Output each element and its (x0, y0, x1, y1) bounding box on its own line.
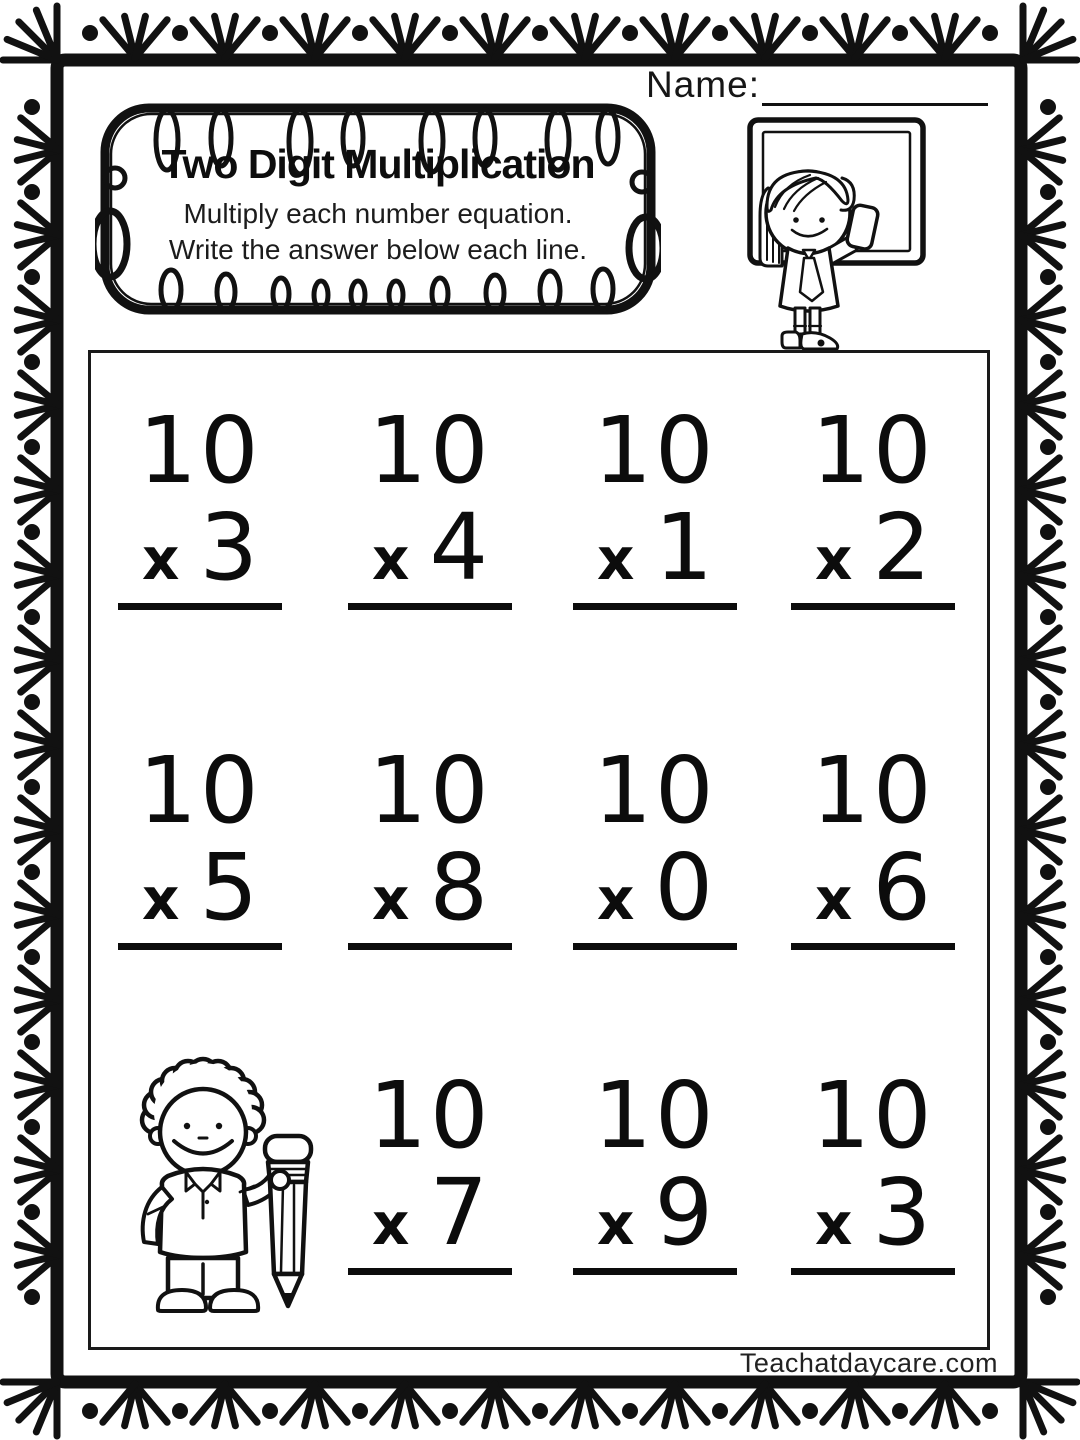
answer-space (758, 950, 988, 1010)
multiplicand: 10 (368, 1062, 492, 1169)
multiplier: 0 (654, 834, 713, 941)
multiplier: 8 (429, 834, 488, 941)
multiplication-problem (315, 737, 545, 1010)
name-row (646, 64, 988, 106)
answer-space (540, 610, 770, 670)
multiplier-line (348, 1159, 512, 1275)
multiply-sign: x (815, 865, 853, 933)
instruction-line-1: Multiply each number equation. (183, 198, 573, 229)
multiplicand: 10 (811, 397, 935, 504)
boy-with-pencil-clipart (98, 1042, 343, 1314)
multiply-sign: x (597, 865, 635, 933)
watermark: Teachatdaycare.com (739, 1348, 998, 1378)
title-box (95, 86, 661, 334)
multiplier: 4 (429, 494, 488, 601)
name-label: Name: (646, 64, 760, 105)
multiply-sign: x (372, 865, 410, 933)
multiplicand: 10 (593, 1062, 717, 1169)
multiply-sign: x (142, 525, 180, 593)
multiply-sign: x (142, 865, 180, 933)
multiplication-problem (758, 397, 988, 670)
multiplier: 6 (872, 834, 931, 941)
multiply-sign: x (815, 1190, 853, 1258)
multiplier: 5 (199, 834, 258, 941)
multiplier-line (348, 494, 512, 610)
multiplicand: 10 (368, 397, 492, 504)
multiplier-line (791, 494, 955, 610)
multiplier-line (118, 494, 282, 610)
multiply-sign: x (597, 525, 635, 593)
multiplicand: 10 (811, 737, 935, 844)
multiplicand: 10 (138, 737, 262, 844)
answer-space (85, 950, 315, 1010)
multiplier: 9 (654, 1159, 713, 1266)
multiplier-line (573, 834, 737, 950)
answer-space (85, 610, 315, 670)
multiplicand: 10 (368, 737, 492, 844)
multiplicand: 10 (811, 1062, 935, 1169)
giant-pencil (265, 1136, 311, 1306)
answer-space (315, 950, 545, 1010)
multiplier-line (573, 1159, 737, 1275)
answer-space (540, 1275, 770, 1335)
multiplier: 1 (654, 494, 713, 601)
multiplicand: 10 (593, 737, 717, 844)
multiplication-problem (85, 737, 315, 1010)
multiplicand: 10 (593, 397, 717, 504)
answer-space (315, 610, 545, 670)
worksheet-title: Two Digit Multiplication (161, 141, 595, 187)
answer-space (758, 610, 988, 670)
multiplication-problem (540, 1062, 770, 1335)
multiplication-problem (540, 737, 770, 1010)
multiplier: 3 (872, 1159, 931, 1266)
instruction-line-2: Write the answer below each line. (168, 234, 588, 265)
answer-space (540, 950, 770, 1010)
answer-space (315, 1275, 545, 1335)
multiplicand: 10 (138, 397, 262, 504)
multiplier: 7 (429, 1159, 488, 1266)
multiplier-line (573, 494, 737, 610)
multiplication-problem (540, 397, 770, 670)
name-blank-line (762, 64, 988, 106)
multiplier: 3 (199, 494, 258, 601)
multiplier-line (791, 1159, 955, 1275)
multiplier-line (791, 834, 955, 950)
multiplier: 2 (872, 494, 931, 601)
multiplication-problem (85, 397, 315, 670)
multiplication-problem (315, 1062, 545, 1335)
answer-space (758, 1275, 988, 1335)
multiply-sign: x (372, 525, 410, 593)
multiply-sign: x (372, 1190, 410, 1258)
multiplier-line (118, 834, 282, 950)
multiplier-line (348, 834, 512, 950)
multiplication-problem (758, 1062, 988, 1335)
multiply-sign: x (597, 1190, 635, 1258)
multiply-sign: x (815, 525, 853, 593)
multiplication-problem (315, 397, 545, 670)
multiplication-problem (758, 737, 988, 1010)
girl-at-whiteboard-clipart (738, 108, 938, 358)
